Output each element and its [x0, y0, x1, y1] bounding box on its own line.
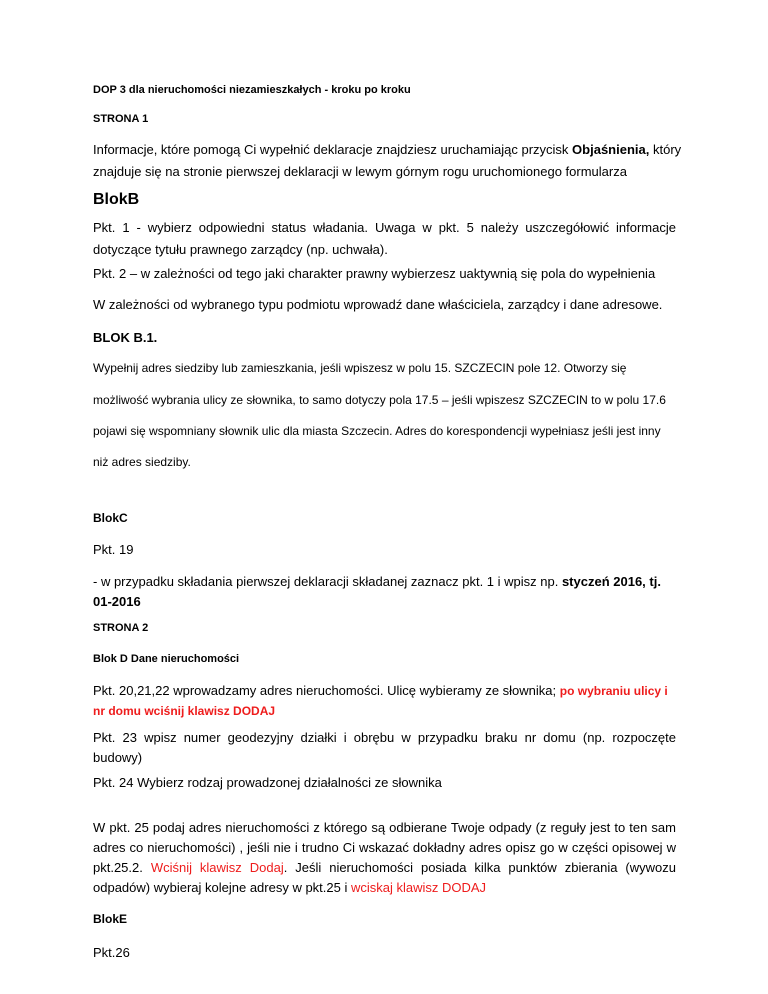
blok-c-bold-text: styczeń 2016, tj. 01-2016: [93, 574, 661, 609]
blok-d-pkt25-red-2: wciskaj klawisz DODAJ: [350, 880, 487, 895]
blok-d-pkt25-text-2: . Jeśli nieruchomości posiada kilka punktów zbierania (wywozu odpadów) wybieraj kolejne adresy w pkt.25 i: [93, 860, 676, 895]
blok-d-pkt25-red-1: Wciśnij klawisz Dodaj: [150, 860, 284, 875]
blok-d-pkt25: [93, 818, 676, 898]
intro-text-2: który znajduje się na stronie pierwszej deklaracji w lewym górnym rogu uruchomionego formularza: [93, 142, 682, 179]
blok-d-pkt23: Pkt. 23 wpisz numer geodezyjny działki i obrębu w przypadku braku nr domu (np. rozpoczęte budowy): [93, 730, 676, 765]
blok-e-pkt: Pkt.26: [93, 945, 130, 960]
blok-b-heading: BlokB: [93, 191, 140, 208]
intro-paragraph: [93, 139, 683, 183]
blok-d-pkt20: [93, 681, 683, 721]
document-title: DOP 3 dla nieruchomości niezamieszkałych - kroku po kroku: [93, 84, 411, 96]
blok-b1-heading: BLOK B.1.: [93, 330, 158, 345]
blok-d-pkt24: Pkt. 24 Wybierz rodzaj prowadzonej działalności ze słownika: [93, 775, 442, 790]
intro-bold-text: Objaśnienia,: [572, 142, 650, 157]
blok-b1-line-1: Wypełnij adres siedziby lub zamieszkania, jeśli wpiszesz w polu 15. SZCZECIN pole 12. Otworzy się: [93, 361, 627, 375]
blok-b-note: W zależności od wybranego typu podmiotu wprowadź dane właściciela, zarządcy i dane adresowe.: [93, 297, 663, 312]
blok-b1-line-3: pojawi się wspomniany słownik ulic dla miasta Szczecin. Adres do korespondencji wypełniasz jeśli jest inny: [93, 424, 661, 438]
blok-b-pkt2: Pkt. 2 – w zależności od tego jaki charakter prawny wybierzesz uaktywnią się pola do wypełnienia: [93, 266, 656, 281]
blok-b1-line-2: możliwość wybrania ulicy ze słownika, to samo dotyczy pola 17.5 – jeśli wpiszesz SZCZECIN to w polu 17.6: [93, 393, 666, 407]
blok-b-pkt1: Pkt. 1 - wybierz odpowiedni status władania. Uwaga w pkt. 5 należy uszczegółowić informacje dotyczące tytułu prawnego zarządcy (np. uchwała).: [93, 220, 676, 257]
blok-d-heading: Blok D Dane nieruchomości: [93, 653, 240, 665]
blok-c-text: [93, 572, 681, 612]
intro-text-1: Informacje, które pomogą Ci wypełnić deklaracje znajdziesz uruchamiając przycisk: [93, 142, 573, 157]
page-heading-strona-1: STRONA 1: [93, 113, 149, 125]
blok-d-pkt20-red-text: po wybraniu ulicy i nr domu wciśnij klawisz DODAJ: [93, 684, 668, 718]
blok-e-heading: BlokE: [93, 912, 128, 926]
blok-d-pkt25-text-1: W pkt. 25 podaj adres nieruchomości z którego są odbierane Twoje odpady (z reguły jest to ten sam adres co nieruchomości) , jeśli nie i trudno Ci wskazać dokładny adres opisz go w części opisowej w pkt.25.2.: [93, 820, 676, 875]
blok-c-text-1: - w przypadku składania pierwszej deklaracji składanej zaznacz pkt. 1 i wpisz np.: [93, 574, 562, 589]
blok-d-pkt20-text: Pkt. 20,21,22 wprowadzamy adres nieruchomości. Ulicę wybieramy ze słownika;: [93, 683, 560, 698]
blok-b1-line-4: niż adres siedziby.: [93, 455, 191, 469]
blok-c-heading: BlokC: [93, 511, 128, 525]
page-heading-strona-2: STRONA 2: [93, 622, 149, 634]
blok-c-pkt: Pkt. 19: [93, 542, 134, 557]
